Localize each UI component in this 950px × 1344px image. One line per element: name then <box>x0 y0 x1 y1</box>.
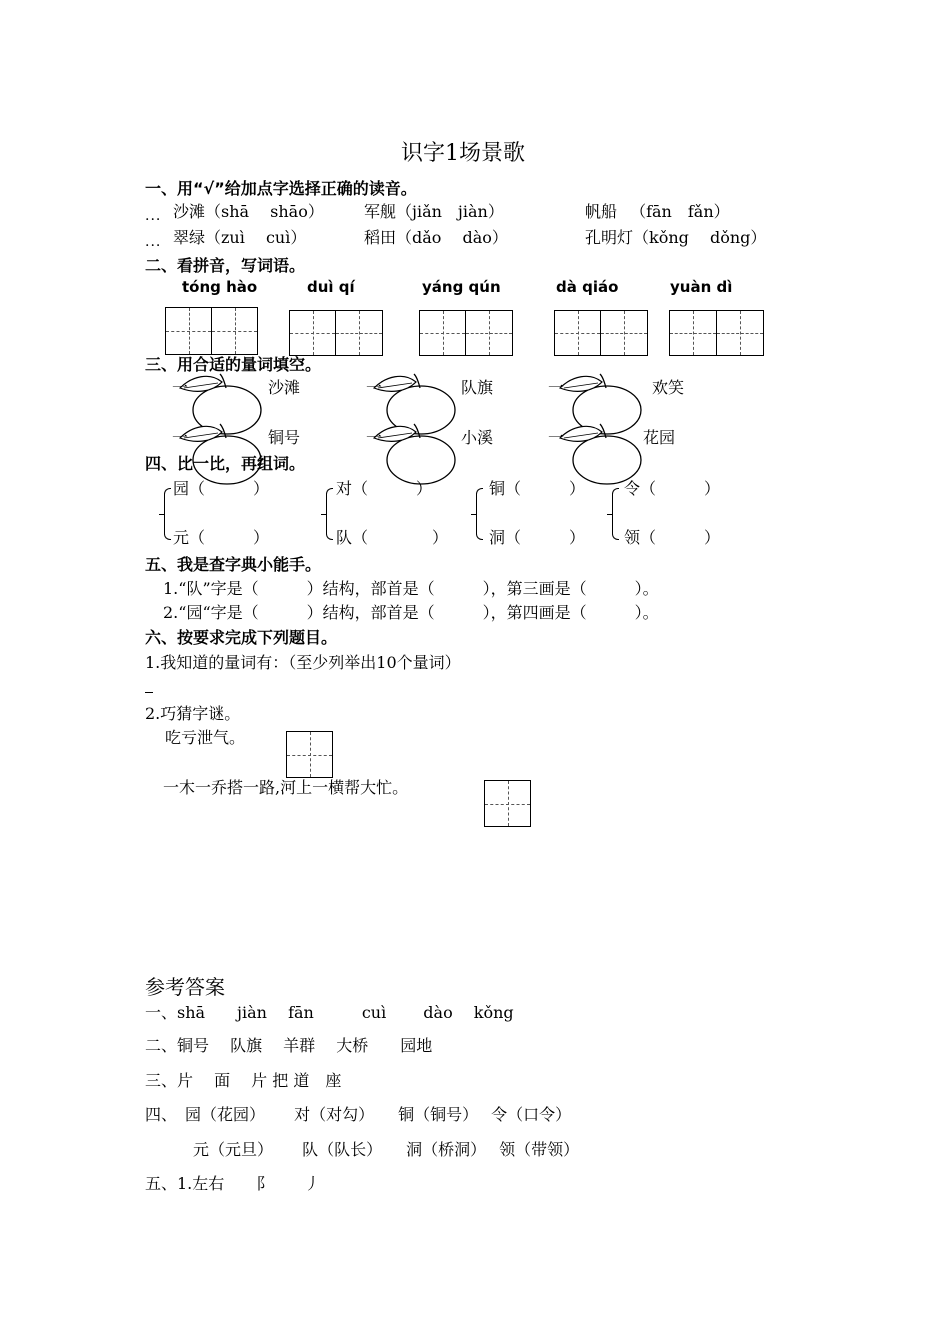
writing-box[interactable] <box>165 307 212 355</box>
pinyin-label: duì qí <box>307 278 355 296</box>
section-6-heading: 六、按要求完成下列题目。 <box>145 628 338 647</box>
writing-box[interactable] <box>419 310 466 356</box>
writing-box[interactable] <box>716 310 764 356</box>
section-2-heading: 二、看拼音，写词语。 <box>145 256 306 275</box>
page-title: 识字1场景歌 <box>401 141 525 166</box>
pinyin-choice-fanchuan[interactable]: 帆船 （fān fǎn） <box>585 202 730 221</box>
measure-word-noun: 欢笑 <box>652 378 685 397</box>
measure-word-noun: 队旗 <box>461 378 494 397</box>
compare-word-bottom[interactable]: 队（ ） <box>336 528 449 547</box>
pinyin-label: tóng hào <box>182 278 258 296</box>
writing-box[interactable] <box>211 307 258 355</box>
pinyin-choice-junjian[interactable]: 军舰（jiǎn jiàn） <box>364 202 504 221</box>
pinyin-label: yuàn dì <box>670 278 733 296</box>
pinyin-label: dà qiáo <box>556 278 619 296</box>
pinyin-choice-kongmingdeng[interactable]: 孔明灯（kǒng dǒng） <box>585 228 767 247</box>
writing-box[interactable] <box>335 310 383 356</box>
answer-key-heading: 参考答案 <box>145 975 225 999</box>
section-1-heading: 一、用“√”给加点字选择正确的读音。 <box>145 179 417 198</box>
riddle-answer-box[interactable] <box>484 780 531 827</box>
compare-word-top[interactable]: 园（ ） <box>173 479 270 498</box>
pinyin-choice-daotian[interactable]: 稻田（dǎo dào） <box>364 228 508 247</box>
compare-word-top[interactable]: 对（ ） <box>336 479 433 498</box>
section-3-heading: 三、用合适的量词填空。 <box>145 355 322 374</box>
answer-5: 五、1.左右 阝 丿 <box>145 1174 321 1193</box>
riddle-question: 2.巧猜字谜。 <box>145 704 241 723</box>
measure-word-prefix: 一 <box>548 378 565 397</box>
answer-2: 二、铜号 队旗 羊群 大桥 园地 <box>145 1036 433 1055</box>
measure-word-noun: 小溪 <box>461 428 494 447</box>
compare-word-top[interactable]: 铜（ ） <box>489 479 586 498</box>
answer-3: 三、片 面 片 把 道 座 <box>145 1071 342 1090</box>
measure-word-prefix: 一 <box>172 378 189 397</box>
emphasis-dots: ... <box>145 234 162 250</box>
compare-word-bottom[interactable]: 元（ ） <box>173 528 270 547</box>
measure-word-noun: 花园 <box>643 428 676 447</box>
emphasis-dots: ... <box>145 208 162 224</box>
pinyin-choice-cuilv[interactable]: 翠绿（zuì cuì） <box>173 228 307 247</box>
compare-word-bottom[interactable]: 领（ ） <box>624 528 721 547</box>
riddle-2: 一木一乔搭一路,河上一横帮大忙。 <box>163 778 409 797</box>
measure-word-prefix: 一 <box>172 428 189 447</box>
answer-line[interactable] <box>145 692 153 693</box>
measure-word-noun: 铜号 <box>268 428 301 447</box>
measure-word-noun: 沙滩 <box>268 378 301 397</box>
compare-word-bottom[interactable]: 洞（ ） <box>489 528 586 547</box>
riddle-1: 吃亏泄气。 <box>165 728 246 747</box>
compare-word-top[interactable]: 令（ ） <box>624 479 721 498</box>
writing-box[interactable] <box>669 310 717 356</box>
section-4-heading: 四、比一比，再组词。 <box>145 454 306 473</box>
riddle-answer-box[interactable] <box>286 731 333 778</box>
pinyin-label: yáng qún <box>422 278 501 296</box>
answer-4b: 元（元旦） 队（队长） 洞（桥洞） 领（带领） <box>193 1140 580 1159</box>
answer-4a: 四、 园（花园） 对（对勾） 铜（铜号） 令（口令） <box>145 1105 572 1124</box>
measure-word-prefix: 一 <box>548 428 565 447</box>
brace <box>164 488 171 540</box>
measure-word-prefix: 一 <box>366 428 383 447</box>
brace <box>612 488 619 540</box>
writing-box[interactable] <box>465 310 513 356</box>
pinyin-choice-shatan[interactable]: 沙滩（shā shāo） <box>173 202 324 221</box>
brace <box>476 488 483 540</box>
section-5-heading: 五、我是查字典小能手。 <box>145 555 322 574</box>
writing-box[interactable] <box>289 310 336 356</box>
measure-word-prefix: 一 <box>366 378 383 397</box>
brace <box>326 488 333 540</box>
dictionary-question-1[interactable]: 1.“队”字是（ ）结构，部首是（ ），第三画是（ ）。 <box>163 579 659 598</box>
writing-box[interactable] <box>600 310 648 356</box>
writing-box[interactable] <box>554 310 601 356</box>
dictionary-question-2[interactable]: 2.“园“字是（ ）结构，部首是（ ），第四画是（ ）。 <box>163 603 659 622</box>
answer-1: 一、shā jiàn fān cuì dào kǒng <box>145 1003 514 1022</box>
measure-word-question: 1.我知道的量词有：（至少列举出10个量词） <box>145 653 461 672</box>
